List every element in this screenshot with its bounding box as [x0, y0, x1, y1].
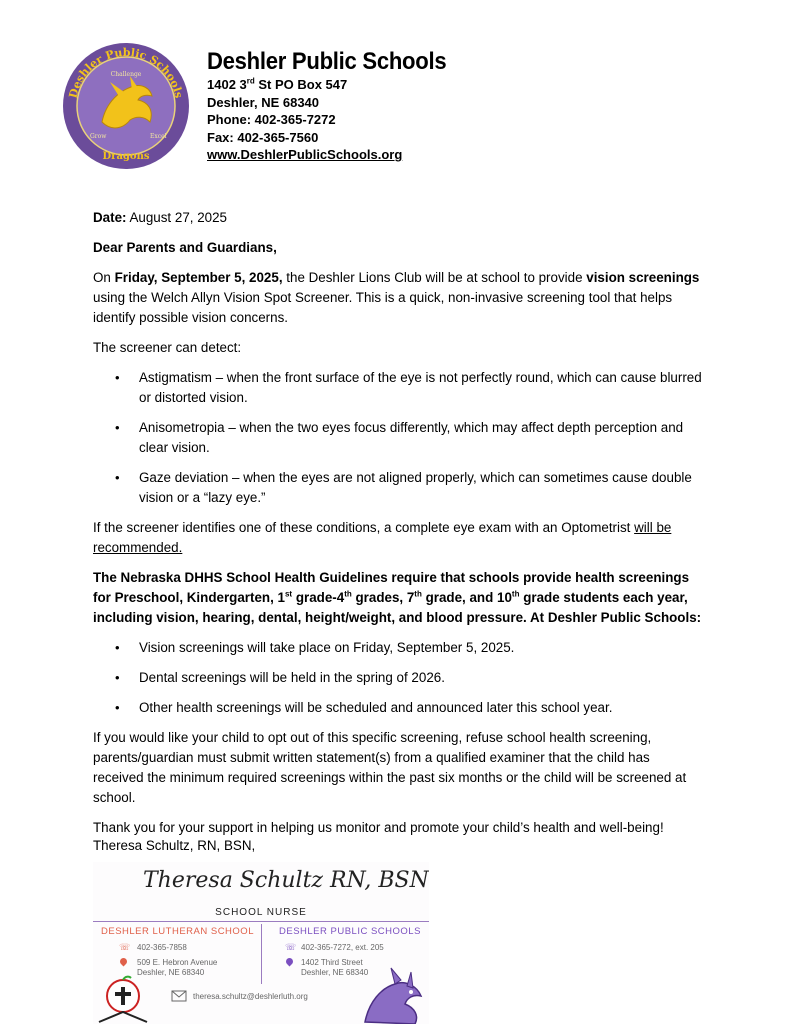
logo-left-text: Grow: [90, 133, 107, 140]
handwritten-signature: Theresa Schultz RN, BSN: [143, 868, 429, 893]
left-school-name: DESHLER LUTHERAN SCHOOL: [101, 926, 254, 937]
right-address-1: 1402 Third Street: [301, 958, 363, 967]
list-item: • Astigmatism – when the front surface of the eye is not perfectly round, which can cause blurred or distorted vision.: [93, 368, 703, 408]
signoff: Theresa Schultz, RN, BSN,: [93, 838, 256, 853]
schedule-list: [93, 638, 703, 718]
email-icon: [171, 990, 187, 1002]
left-phone: 402-365-7858: [137, 943, 187, 952]
location-pin-icon: [285, 957, 295, 967]
right-address-2: Deshler, NE 68340: [301, 968, 369, 977]
school-logo: [62, 42, 190, 170]
city-line: Deshler, NE 68340: [207, 94, 320, 110]
fax-line: Fax: 402-365-7560: [207, 129, 319, 145]
phone-line: Phone: 402-365-7272: [207, 112, 336, 128]
thanks-paragraph: Thank you for your support in helping us monitor and promote your child’s health and well-being!: [93, 820, 664, 835]
intro-paragraph: On Friday, September 5, 2025, the Deshler Lions Club will be at school to provide vision screenings using the Welch Allyn Vision Spot Screener. This is a quick, non-invasive screening tool that helps identify possible vision concerns.: [93, 270, 700, 325]
list-item: • Gaze deviation – when the eyes are not aligned properly, which can sometimes cause double vision or a “lazy eye.”: [93, 468, 703, 508]
phone-icon: ☏: [285, 942, 297, 952]
list-item: • Vision screenings will take place on Friday, September 5, 2025.: [93, 638, 703, 658]
logo-motto: Challenge: [110, 71, 142, 78]
divider: [93, 921, 429, 922]
email-address: theresa.schultz@deshlerluth.org: [193, 992, 308, 1001]
left-address-1: 509 E. Hebron Avenue: [137, 958, 218, 967]
apple-book-icon: [97, 974, 157, 1024]
address-line: 1402 3rd St PO Box 547: [207, 76, 348, 92]
exam-paragraph: If the screener identifies one of these conditions, a complete eye exam with an Optometrist will be recommended.: [93, 520, 672, 555]
logo-bottom-text: Dragons: [102, 151, 150, 162]
list-item: • Anisometropia – when the two eyes focus differently, which may affect depth perception and clear vision.: [93, 418, 703, 458]
left-address-2: Deshler, NE 68340: [137, 968, 205, 977]
list-item: • Other health screenings will be scheduled and announced later this school year.: [93, 698, 703, 718]
optout-paragraph: If you would like your child to opt out of this specific screening, refuse school health screening, parents/guardian must submit written statement(s) from a qualified examiner that the child has received the minimum required screenings within the past six months or the child will be screened at school.: [93, 730, 687, 805]
letterhead: [207, 48, 467, 164]
phone-icon: ☏: [119, 942, 131, 952]
date-line: Date: August 27, 2025: [93, 210, 227, 225]
school-name: Deshler Public Schools: [207, 48, 447, 75]
dragon-mascot-icon: [355, 962, 427, 1024]
letter-body: [93, 208, 703, 848]
right-school-name: DESHLER PUBLIC SCHOOLS: [279, 926, 421, 937]
right-phone: 402-365-7272, ext. 205: [301, 943, 384, 952]
website-link[interactable]: www.DeshlerPublicSchools.org: [207, 147, 403, 163]
divider: [261, 924, 262, 984]
dhhs-paragraph: The Nebraska DHHS School Health Guidelines require that schools provide health screenings for Preschool, Kindergarten, 1st grade-4th grades, 7th grade, and 10th grade students each year, including vision, hearing, dental, height/weight, and blood pressure. At Deshler Public Schools:: [93, 570, 702, 625]
detect-intro: The screener can detect:: [93, 340, 242, 355]
list-item: • Dental screenings will be held in the spring of 2026.: [93, 668, 703, 688]
location-pin-icon: [119, 957, 129, 967]
signature-card: [93, 862, 429, 1024]
salutation: Dear Parents and Guardians,: [93, 240, 277, 255]
conditions-list: [93, 368, 703, 508]
role-label: SCHOOL NURSE: [215, 907, 307, 918]
logo-top-text: Deshler Public Schools: [66, 45, 186, 100]
logo-right-text: Excel: [150, 133, 167, 140]
